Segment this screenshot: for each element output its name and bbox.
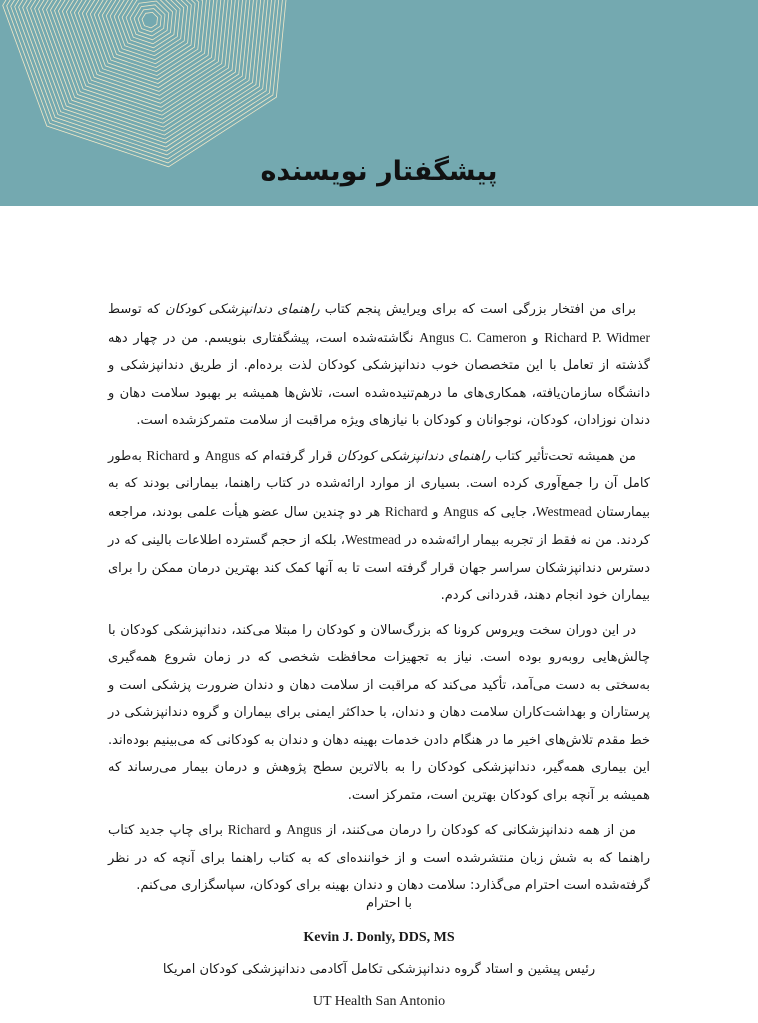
latin-name: Angus [443,503,479,519]
paragraph-text: ، بلکه از حجم گسترده اطلاعات بالینی که در دسترس دندانپزشکان سراسر جهان قرار گرفته است تا به آنها کمک کند بهترین درمان ممکن را برای بیماران خود انجام دهند، قدردانی کردم. [108,533,650,603]
author-role: رئیس پیشین و استاد گروه دندانپزشکی تکامل آکادمی دندانپزشکی کودکان امریکا [162,962,596,977]
page-title: پیشگفتار نویسنده [260,156,498,187]
paragraph-text: من همیشه تحت‌تأثیر کتاب [490,448,636,464]
paragraph [108,296,650,435]
closing-regards: با احترام [365,896,413,911]
book-title-italic: راهنمای دندانپزشکی کودکان [337,448,491,464]
paragraph-text: قرار گرفته‌ام که [240,448,338,464]
latin-name: Angus [286,822,322,837]
paragraph-text: نگاشته‌شده است، پیشگفتاری بنویسم. من در چهار دهه گذشته از تعامل با این متخصصان خوب دندانپزشکی کودکان لذت برده‌ام. از طریق دندانپزشکی و دانشگاه سازمان‌یافته، همکاری‌های ما درهم‌تنیده‌شده است، تلاش‌ها همیشه بر بهبود سلامت دهان و دندان نوزادان، کودکان، نوجوانان و کودکان با نیازهای ویژه مراقبت از سلامت متمرکزشده است. [108,330,650,428]
book-title-italic: راهنمای دندانپزشکی کودکان [165,302,320,317]
paragraph-text: در این دوران سخت ویروس کرونا که بزرگ‌سالان و کودکان را مبتلا می‌کند، دندانپزشکی کودکان با چالش‌هایی روبه‌رو بوده است. نیاز به تجهیزات محافظت شخصی که در زمان شروع همه‌گیری به‌سختی به دست می‌آمد، تأکید می‌کند که مراقبت از سلامت دهان و دندان ضرورت پزشکی است و پرستاران و بهداشت‌کاران سلامت دهان و دندان، با حداکثر ایمنی برای بیماران و گروه دندانپزشکی در خط مقدم تلاش‌های اخیر ما در هنگام دادن خدمات بهینه دهان و دندان به کودکانی که می‌بینیم بوده‌اند. این بیماری همه‌گیر، دندانپزشکی کودکان را به بالاترین سطح پژوهش و درمان بیمار می‌رساند که همیشه بر آنچه برای کودکان بهترین است، متمرکز است. [108,622,650,803]
paragraph [108,816,650,900]
latin-name: Angus C. Cameron [419,329,527,345]
preface-body [108,296,650,907]
author-name: Kevin J. Donly, DDS, MS [303,930,455,945]
latin-name: Richard [384,503,428,519]
paragraph-text: برای چاپ جدید کتاب راهنما که به شش زبان منتشرشده است و از خواننده‌ای که به کتاب راهنما برای آنچه که در نظر گرفته‌شده است احترام می‌گذارد: سلامت دهان و دندان بهینه برای کودکان، سپاسگزاری می‌کنم. [108,823,650,893]
paragraph-text: و [270,823,287,838]
paragraph [108,617,650,810]
latin-name: Westmead [344,532,401,547]
paragraph-text: برای من افتخار بزرگی است که برای ویرایش پنجم کتاب [319,302,636,317]
paragraph-text: و [189,448,205,464]
latin-name: Richard P. Widmer [544,329,651,345]
header-banner [0,0,758,206]
paragraph-text: من از همه دندانپزشکانی که کودکان را درمان می‌کنند، از [321,823,636,838]
latin-name: Richard [227,822,271,837]
author-institution: UT Health San Antonio [312,994,446,1009]
latin-name: Richard [146,447,190,463]
latin-name: Angus [204,447,241,463]
paragraph-text: هر دو چندین سال عضو هیأت علمی بودند، مراجعه کردند. من نه فقط از تجربه بیمار ارائه‌شده در [108,504,650,548]
paragraph-text: به‌طور کامل آن را جمع‌آوری کرده است. بسیاری از موارد ارائه‌شده در کتاب راهنما، بیمارانی بودند که به بیمارستان [108,448,650,520]
paragraph [108,442,650,610]
paragraph-text: و [427,504,444,520]
paragraph-text: ، جایی که [478,504,536,520]
paragraph-text: که توسط [108,302,166,317]
paragraph-text: و [526,330,545,346]
latin-name: Westmead [535,503,592,519]
